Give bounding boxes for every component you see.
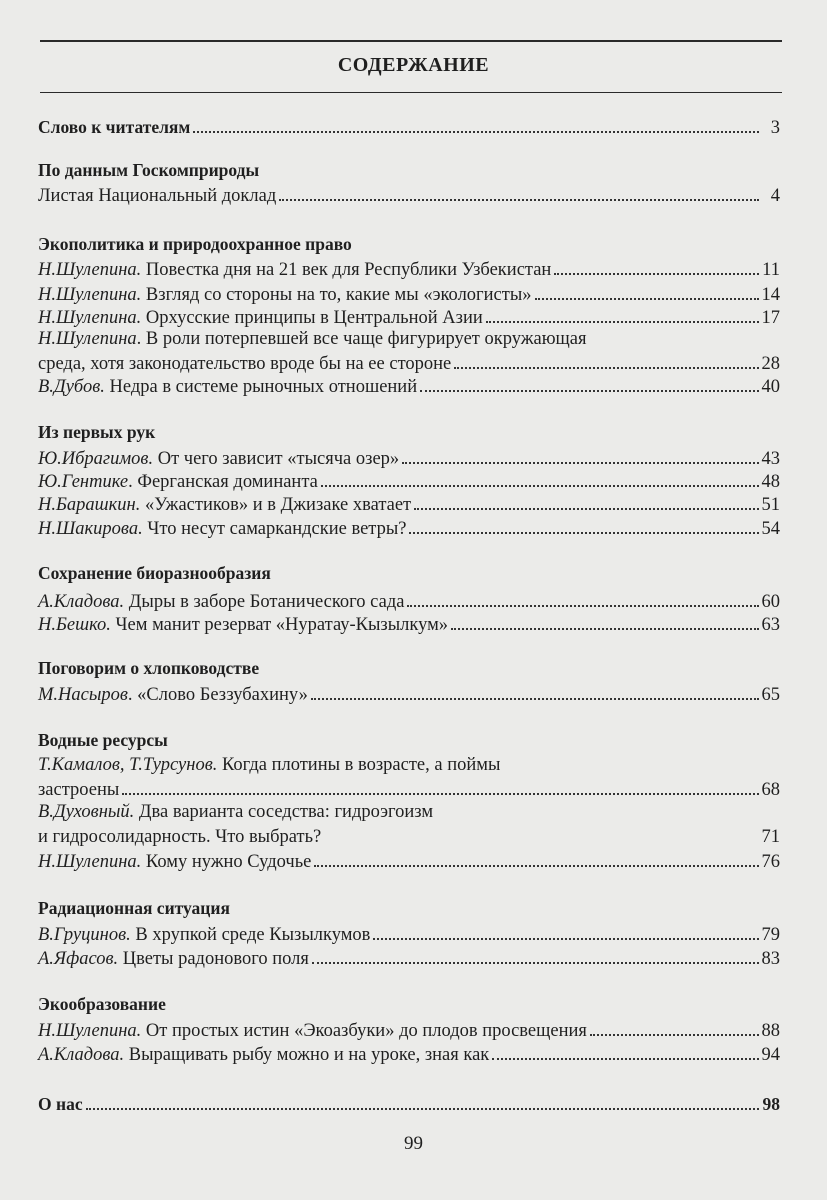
entry-title: Что несут самаркандские ветры? — [147, 519, 407, 539]
toc-entry[interactable] — [38, 494, 780, 516]
entry-title: Два варианта соседства: гидроэгоизм — [138, 802, 434, 822]
toc-entry[interactable] — [38, 471, 780, 493]
title-underline — [40, 92, 782, 93]
dot-leader — [279, 185, 759, 201]
entry-author: Ю.Гентике — [38, 472, 129, 492]
toc-entry[interactable] — [38, 779, 780, 801]
dot-leader — [373, 924, 758, 940]
entry-author: Т.Камалов, Т.Турсунов. — [38, 755, 218, 775]
toc-entry[interactable] — [38, 924, 780, 946]
dot-leader — [492, 1044, 758, 1060]
dot-leader — [321, 471, 759, 487]
dot-leader — [312, 948, 759, 964]
entry-title: В хрупкой среде Кызылкумов — [135, 925, 371, 945]
entry-page: 98 — [762, 1094, 780, 1114]
toc-entry[interactable] — [38, 948, 780, 970]
entry-author: Н.Шулепина. — [38, 308, 142, 328]
entry-page: 48 — [761, 472, 780, 492]
toc-entry-outro[interactable] — [38, 1094, 780, 1116]
entry-author: Н.Шулепина — [38, 329, 137, 349]
entry-continuation: застроены — [38, 780, 120, 800]
dot-leader — [122, 779, 758, 795]
dot-leader — [314, 851, 758, 867]
entry-author: А.Кладова. — [38, 1045, 125, 1065]
entry-author: В.Груцинов. — [38, 925, 131, 945]
toc-entry[interactable] — [38, 684, 780, 706]
entry-title: . «Слово Беззубахину» — [127, 685, 308, 705]
entry-author: М.Насыров — [38, 685, 128, 705]
entry-page: 40 — [761, 377, 780, 397]
toc-entry[interactable] — [38, 307, 780, 329]
dot-leader — [590, 1020, 759, 1036]
dot-leader — [402, 448, 758, 464]
dot-leader — [324, 828, 758, 842]
entry-page: 94 — [761, 1045, 780, 1065]
toc-entry[interactable] — [38, 1044, 780, 1066]
toc-entry[interactable] — [38, 591, 780, 613]
dot-leader — [86, 1094, 759, 1110]
entry-page: 63 — [761, 615, 780, 635]
entry-author: Н.Шулепина. — [38, 852, 142, 872]
toc-entry[interactable] — [38, 185, 780, 207]
entry-title: Недра в системе рыночных отношений — [109, 377, 418, 397]
entry-page: 14 — [761, 285, 780, 305]
toc-entry[interactable] — [38, 448, 780, 470]
toc-entry[interactable] — [38, 851, 780, 873]
dot-leader — [535, 284, 759, 300]
entry-title: Цветы радонового поля — [122, 949, 309, 969]
entry-title: Взгляд со стороны на то, какие мы «экологисты» — [145, 285, 532, 305]
entry-author: А.Кладова. — [38, 592, 125, 612]
entry-title: Кому нужно Судочье — [145, 852, 312, 872]
toc-entry[interactable] — [38, 827, 780, 849]
section-heading: Из первых рук — [38, 422, 156, 442]
entry-title: Орхусские принципы в Центральной Азии — [145, 308, 483, 328]
entry-page: 65 — [761, 685, 780, 705]
entry-page: 4 — [770, 186, 780, 206]
entry-title: Когда плотины в возрасте, а поймы — [221, 755, 501, 775]
toc-entry-intro[interactable] — [38, 117, 780, 139]
entry-author: А.Яфасов. — [38, 949, 119, 969]
entry-page: 71 — [761, 827, 780, 847]
entry-author: В.Дубов. — [38, 377, 105, 397]
entry-title: Выращивать рыбу можно и на уроке, зная как — [128, 1045, 490, 1065]
dot-leader — [420, 376, 758, 392]
dot-leader — [407, 591, 758, 607]
toc-entry-first-line[interactable] — [38, 802, 780, 823]
entry-author: Н.Шакирова. — [38, 519, 143, 539]
dot-leader — [311, 684, 759, 700]
dot-leader — [193, 117, 759, 133]
entry-page: 79 — [761, 925, 780, 945]
toc-entry[interactable] — [38, 353, 780, 375]
entry-page: 51 — [761, 495, 780, 515]
entry-page: 83 — [761, 949, 780, 969]
entry-title: От чего зависит «тысяча озер» — [157, 449, 400, 469]
toc-entry[interactable] — [38, 376, 780, 398]
section-heading: По данным Госкомприроды — [38, 160, 260, 180]
page-title: СОДЕРЖАНИЕ — [337, 54, 490, 76]
section-heading: Водные ресурсы — [38, 730, 168, 750]
entry-title: . Ферганская доминанта — [128, 472, 318, 492]
section-heading: Экополитика и природоохранное право — [38, 234, 352, 254]
dot-leader — [454, 353, 758, 369]
entry-page: 11 — [762, 260, 780, 280]
toc-entry-first-line[interactable] — [38, 329, 780, 350]
toc-entry[interactable] — [38, 284, 780, 306]
entry-title: Слово к читателям — [38, 117, 191, 137]
entry-author: Н.Бешко. — [38, 615, 111, 635]
entry-continuation: среда, хотя законодательство вроде бы на ее стороне — [38, 354, 452, 374]
entry-title: Повестка дня на 21 век для Республики Узбекистан — [145, 260, 552, 280]
entry-page: 3 — [770, 118, 780, 138]
dot-leader — [554, 259, 759, 275]
entry-page: 68 — [761, 780, 780, 800]
entry-title: О нас — [38, 1094, 83, 1114]
entry-title: Дыры в заборе Ботанического сада — [128, 592, 405, 612]
entry-author: Н.Барашкин. — [38, 495, 141, 515]
entry-page: 17 — [761, 308, 780, 328]
toc-entry-first-line[interactable] — [38, 755, 780, 776]
entry-title: . В роли потерпевшей все чаще фигурирует окружающая — [136, 329, 587, 349]
section-heading: Радиационная ситуация — [38, 898, 230, 918]
page-number: 99 — [404, 1133, 423, 1154]
entry-author: Н.Шулепина. — [38, 260, 142, 280]
entry-page: 60 — [761, 592, 780, 612]
entry-title: От простых истин «Экоазбуки» до плодов просвещения — [145, 1021, 587, 1041]
entry-page: 54 — [761, 519, 780, 539]
section-heading: Сохранение биоразнообразия — [38, 563, 271, 583]
dot-leader — [409, 518, 758, 534]
entry-title: Чем манит резерват «Нуратау-Кызылкум» — [115, 615, 449, 635]
section-heading: Экообразование — [38, 994, 166, 1014]
entry-author: Н.Шулепина. — [38, 285, 142, 305]
toc-entry[interactable] — [38, 259, 780, 281]
entry-title: Листая Национальный доклад — [38, 186, 277, 206]
dot-leader — [451, 614, 758, 630]
entry-continuation: и гидросолидарность. Что выбрать? — [38, 827, 322, 847]
toc-entry[interactable] — [38, 614, 780, 636]
toc-entry[interactable] — [38, 1020, 780, 1042]
top-rule — [40, 40, 782, 42]
entry-page: 43 — [761, 449, 780, 469]
entry-author: Н.Шулепина. — [38, 1021, 142, 1041]
entry-page: 88 — [761, 1021, 780, 1041]
dot-leader — [486, 307, 759, 323]
dot-leader — [414, 494, 758, 510]
entry-title: «Ужастиков» и в Джизаке хватает — [144, 495, 412, 515]
entry-page: 28 — [761, 354, 780, 374]
section-heading: Поговорим о хлопководстве — [38, 658, 260, 678]
entry-author: Ю.Ибрагимов. — [38, 449, 154, 469]
toc-entry[interactable] — [38, 518, 780, 540]
entry-page: 76 — [761, 852, 780, 872]
entry-author: В.Духовный. — [38, 802, 135, 822]
